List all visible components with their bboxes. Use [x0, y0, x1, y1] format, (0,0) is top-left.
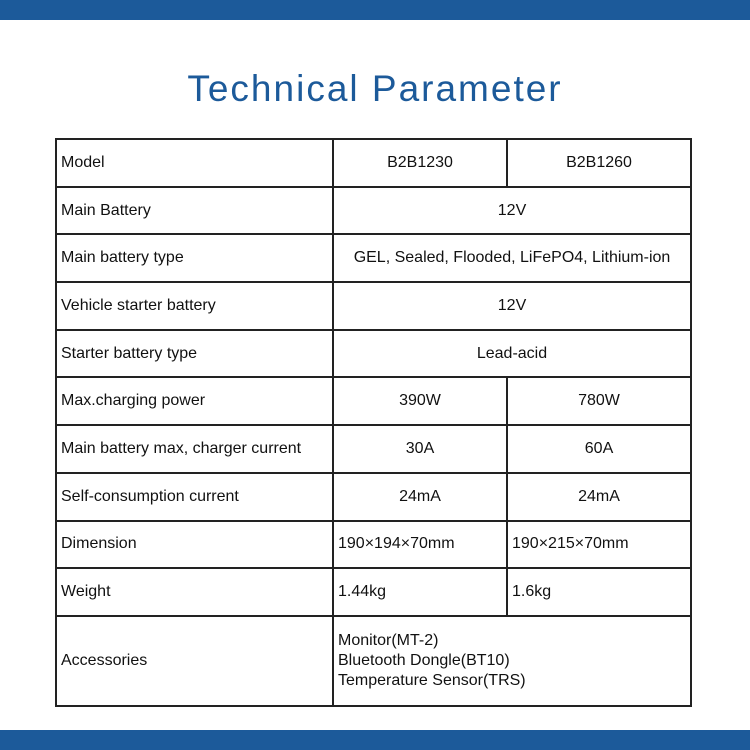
row-value: 12V [333, 282, 691, 330]
accessory-item: Bluetooth Dongle(BT10) [338, 651, 510, 669]
table-row [56, 568, 691, 616]
row-label: Main Battery [56, 187, 333, 235]
row-value: 12V [333, 187, 691, 235]
model-b2b1230: B2B1230 [333, 139, 507, 187]
row-value: Lead-acid [333, 330, 691, 378]
row-label: Dimension [56, 521, 333, 569]
top-banner [0, 0, 750, 20]
table-row-model [56, 139, 691, 187]
table-row [56, 473, 691, 521]
row-value-b2b1260: 60A [507, 425, 691, 473]
page-title: Technical Parameter [187, 68, 563, 109]
row-label: Accessories [56, 616, 333, 706]
table-row [56, 377, 691, 425]
accessories-list [333, 616, 691, 706]
row-label: Weight [56, 568, 333, 616]
row-value-b2b1230: 24mA [333, 473, 507, 521]
row-label: Main battery max, charger current [56, 425, 333, 473]
row-value: GEL, Sealed, Flooded, LiFePO4, Lithium-ion [333, 234, 691, 282]
table-row [56, 521, 691, 569]
row-value-b2b1260: 780W [507, 377, 691, 425]
row-label: Max.charging power [56, 377, 333, 425]
row-label: Starter battery type [56, 330, 333, 378]
row-label: Main battery type [56, 234, 333, 282]
row-label: Self-consumption current [56, 473, 333, 521]
row-label: Model [56, 139, 333, 187]
row-value-b2b1230: 1.44kg [333, 568, 507, 616]
row-value-b2b1230: 390W [333, 377, 507, 425]
table-row [56, 282, 691, 330]
table-row [56, 330, 691, 378]
row-value-b2b1230: 30A [333, 425, 507, 473]
table-row [56, 187, 691, 235]
row-value-b2b1230: 190×194×70mm [333, 521, 507, 569]
table-row [56, 234, 691, 282]
spec-table [55, 138, 692, 707]
row-label: Vehicle starter battery [56, 282, 333, 330]
model-b2b1260: B2B1260 [507, 139, 691, 187]
row-value-b2b1260: 24mA [507, 473, 691, 521]
table-row [56, 425, 691, 473]
accessory-item: Temperature Sensor(TRS) [338, 671, 526, 689]
accessory-item: Monitor(MT-2) [338, 631, 439, 649]
row-value-b2b1260: 1.6kg [507, 568, 691, 616]
bottom-banner [0, 730, 750, 750]
table-row-accessories [56, 616, 691, 706]
row-value-b2b1260: 190×215×70mm [507, 521, 691, 569]
